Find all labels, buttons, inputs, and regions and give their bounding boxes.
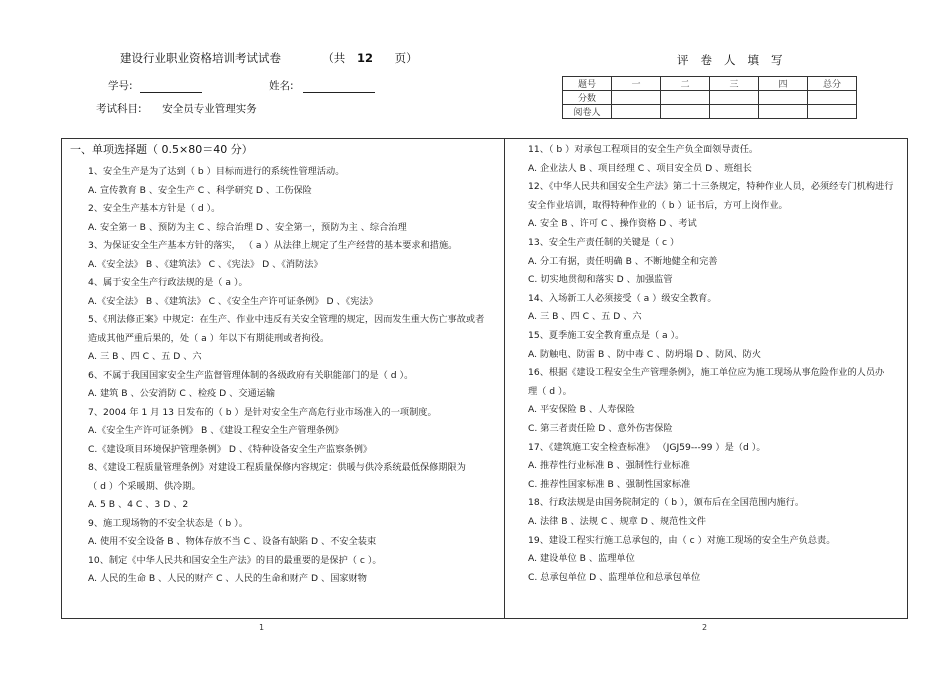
question-line-right: 安全作业培训，取得特种作业的（ b ）证书后，方可上岗作业。 <box>528 199 788 211</box>
question-line-right: 理（ d ）。 <box>528 385 572 397</box>
question-line-left: 5、《刑法修正案》中规定：在生产、作业中违反有关安全管理的规定，因而发生重大伤亡事故或者 <box>88 314 485 325</box>
question-line-right: A. 分工有据，责任明确 B 、不断地健全和完善 <box>528 255 718 267</box>
grader-fill-title: 评卷人填写 <box>677 53 795 67</box>
score-header-cell: 题号 <box>563 77 612 91</box>
question-line-right: 18、行政法规是由国务院制定的（ b ），颁布后在全国范围内施行。 <box>528 497 805 509</box>
student-id-field[interactable] <box>140 79 202 93</box>
question-line-left: 10、制定《中华人民共和国安全生产法》的目的最重要的是保护（ c ）。 <box>88 554 382 566</box>
question-line-left: 造成其他严重后果的，处（ a ）年以下有期徒刑或者拘役。 <box>88 332 330 344</box>
question-line-left: C.《建设项目环境保护管理条例》 D 、《特种设备安全生产监察条例》 <box>88 443 373 455</box>
question-line-right: A. 推荐性行业标准 B 、强制性行业标准 <box>528 460 690 472</box>
pages-prefix: （共 <box>322 51 346 65</box>
question-line-right: A. 安全 B 、许可 C 、操作资格 D 、考试 <box>528 218 697 230</box>
score-header-cell: 四 <box>759 77 808 91</box>
score-row-label: 分数 <box>563 91 612 105</box>
question-line-right: 11、（ b ）对承包工程项目的安全生产负全面领导责任。 <box>528 144 759 155</box>
question-line-left: 6、不属于我国国家安全生产监督管理体制的各级政府有关职能部门的是（ d ）。 <box>88 369 414 381</box>
question-line-right: A. 建设单位 B 、监理单位 <box>528 553 635 565</box>
question-line-left: A. 安全第一 B 、预防为主 C 、综合治理 D 、安全第一，预防为主 、综合治理 <box>88 221 407 233</box>
question-line-right: A. 法律 B 、法规 C 、规章 D 、规范性文件 <box>528 516 706 527</box>
subject-row <box>96 101 257 116</box>
score-cell[interactable] <box>612 105 661 119</box>
question-line-right: A. 平安保险 B 、人寿保险 <box>528 404 635 416</box>
score-row-label: 阅卷人 <box>563 105 612 119</box>
question-line-right: 15、夏季施工安全教育重点是（ a ）。 <box>528 330 685 341</box>
question-line-left: A. 使用不安全设备 B 、物体存放不当 C 、设备有缺陷 D 、不安全装束 <box>88 536 377 547</box>
question-line-left: A. 人民的生命 B 、人民的财产 C 、人民的生命和财产 D 、国家财物 <box>88 573 367 584</box>
name-row <box>269 78 375 93</box>
score-cell[interactable] <box>612 91 661 105</box>
score-header-cell: 二 <box>661 77 710 91</box>
question-line-right: 16、根据《建设工程安全生产管理条例》，施工单位应为施工现场从事危险作业的人员办 <box>528 367 885 379</box>
question-line-left: 9、施工现场物的不安全状态是（ b ）。 <box>88 517 248 529</box>
score-table <box>562 76 857 119</box>
question-line-left: A.《安全生产许可证条例》 B 、《建设工程安全生产管理条例》 <box>88 425 344 436</box>
score-header-cell: 一 <box>612 77 661 91</box>
score-cell[interactable] <box>759 91 808 105</box>
page-number: 2 <box>702 623 708 632</box>
question-line-right: 12、《中华人民共和国安全生产法》第二十三条规定，特种作业人员，必须经专门机构进行 <box>528 181 894 193</box>
student-id-label: 学号: <box>108 80 133 92</box>
question-line-left: 4、属于安全生产行政法规的是（ a ）。 <box>88 277 248 288</box>
score-cell[interactable] <box>661 105 710 119</box>
exam-title-text: 建设行业职业资格培训考试试卷 <box>120 51 281 65</box>
question-line-left: 2、安全生产基本方针是（ d ）。 <box>88 203 221 214</box>
question-line-left: A. 5 B 、4 C 、3 D 、2 <box>88 499 189 510</box>
question-line-left: （ d ）个采暖期、供冷期。 <box>88 480 201 492</box>
question-line-left: 8、《建设工程质量管理条例》对建设工程质量保修内容规定：供暖与供冷系统最低保修期限为 <box>88 462 466 473</box>
name-label: 姓名: <box>269 80 294 92</box>
question-line-left: 3、为保证安全生产基本方针的落实， （ a ）从法律上规定了生产经营的基本要求和措施。 <box>88 240 458 251</box>
question-line-left: A.《安全法》 B 、《建筑法》 C 、《安全生产许可证条例》 D 、《宪法》 <box>88 295 378 307</box>
question-line-left: A.《安全法》 B 、《建筑法》 C 、《宪法》 D 、《消防法》 <box>88 258 323 270</box>
question-line-right: 17、《建筑施工安全检查标准》 （JGJ59---99 ）是（d ）。 <box>528 441 766 453</box>
question-line-right: 14、入场新工人必须接受（ a ）级安全教育。 <box>528 292 717 304</box>
question-line-right: C. 切实地贯彻和落实 D 、加强监管 <box>528 274 673 286</box>
question-line-left: 1、安全生产是为了达到（ b ）目标而进行的系统性管理活动。 <box>88 166 345 177</box>
score-cell[interactable] <box>808 91 857 105</box>
question-line-right: 13、安全生产责任制的关键是（ c ） <box>528 237 680 248</box>
name-field[interactable] <box>303 79 375 93</box>
subject-label: 考试科目: <box>96 103 142 115</box>
score-cell[interactable] <box>710 91 759 105</box>
score-cell[interactable] <box>661 91 710 105</box>
question-line-right: C. 推荐性国家标准 B 、强制性国家标准 <box>528 478 691 490</box>
score-header-cell: 三 <box>710 77 759 91</box>
pages-suffix: 页） <box>394 51 418 65</box>
question-line-right: C. 总承包单位 D 、监理单位和总承包单位 <box>528 571 701 583</box>
question-line-left: A. 建筑 B 、公安消防 C 、检疫 D 、交通运输 <box>88 388 276 399</box>
score-header-cell: 总分 <box>808 77 857 91</box>
question-line-left: A. 三 B 、四 C 、五 D 、六 <box>88 351 202 362</box>
question-line-left: A. 宣传教育 B 、安全生产 C 、科学研究 D 、工伤保险 <box>88 184 312 196</box>
exam-title <box>120 50 418 66</box>
score-cell[interactable] <box>710 105 759 119</box>
subject-value: 安全员专业管理实务 <box>162 103 257 115</box>
question-line-right: 19、建设工程实行施工总承包的，由（ c ）对施工现场的安全生产负总责。 <box>528 534 836 546</box>
question-line-right: A. 三 B 、四 C 、五 D 、六 <box>528 311 642 323</box>
question-line-right: A. 企业法人 B 、项目经理 C 、项目安全员 D 、班组长 <box>528 162 752 174</box>
student-id-row <box>108 78 202 93</box>
column-divider <box>504 138 505 619</box>
pages-count: 12 <box>356 51 373 65</box>
question-line-right: A. 防触电、防雷 B 、防中毒 C 、防坍塌 D 、防风、防火 <box>528 348 762 360</box>
page-number: 1 <box>259 623 265 632</box>
score-cell[interactable] <box>759 105 808 119</box>
question-line-right: C. 第三者责任险 D 、意外伤害保险 <box>528 423 673 434</box>
score-cell[interactable] <box>808 105 857 119</box>
question-line-left: 7、2004 年 1 月 13 日发布的（ b ）是针对安全生产高危行业市场准入的一项制度。 <box>88 406 437 418</box>
section-title: 一、单项选择题（ 0.5×80＝40 分） <box>70 143 253 156</box>
